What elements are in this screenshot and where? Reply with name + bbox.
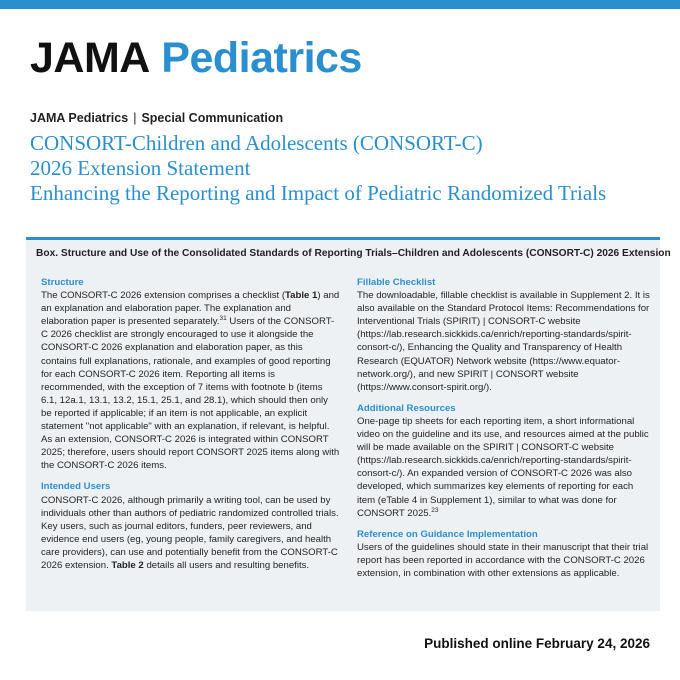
resources-text: One-page tip sheets for each reporting item, a short informational video on the guideline and its use, and resources aimed at the public will be made available on the SPIRIT | CONSORT-C website (https://lab.research.sickkids.ca/enrich/reporting-standards/spirit-consort-c/). An expanded version of CONSORT-C 2026 was also developed, which summarizes key elements of reporting for each item (eTable 4 in Supplement 1), similar to what was done for CONSORT 2025. [357, 415, 649, 519]
section-body-guidance-implementation: Users of the guidelines should state in their manuscript that their trial report has been reported in accordance with the CONSORT-C 2026 extension, in combination with other extensions as applicable. [357, 541, 649, 579]
article-kicker [30, 111, 283, 125]
section-heading-additional-resources: Additional Resources [357, 402, 456, 414]
users-text-a: CONSORT-C 2026, although primarily a writing tool, can be used by individuals other than authors of pediatric randomized controlled trials. Key users, such as journal editors, funders, peer reviewers, and evidence end users (eg, young people, family caregivers, and health care providers), can use and potentially benefit from the CONSORT-C 2026 extension. [41, 494, 339, 571]
structure-text-c: Users of the CONSORT-C 2026 checklist are strongly encouraged to use it alongside the CONSORT-C 2026 explanation and elaboration paper, as this contains full explanations, rationale, and examples of good reporting for each CONSORT-C 2026 item. Reporting all items is recommended, with the exception of 7 items with footnote b (items 6.1, 12a.1, 13.1, 13.2, 15.1, 25.1, and 28.1), which should then only be reported if applicable; if an item is not applicable, an explicit statement "not applicable" with an explanation, if relevant, is helpful. As an extension, CONSORT-C 2026 is integrated within CONSORT 2025; therefore, users should report CONSORT 2025 items along with the CONSORT-C 2026 items. [41, 316, 340, 472]
section-heading-intended-users: Intended Users [41, 481, 111, 493]
masthead-pediatrics: Pediatrics [161, 34, 362, 82]
section-heading-fillable-checklist: Fillable Checklist [357, 277, 436, 288]
section-body-intended-users [41, 494, 341, 573]
users-text-b: details all users and resulting benefits. [143, 559, 310, 571]
box-title: Box. Structure and Use of the Consolidated Standards of Reporting Trials–Children and Adolescents (CONSORT-C) 2026 Extension [36, 248, 671, 259]
box-right-column [357, 276, 653, 588]
top-accent-bar [0, 0, 680, 9]
title-line-2: 2026 Extension Statement [30, 156, 251, 180]
section-heading-structure: Structure [41, 277, 84, 288]
table2-ref: Table 2 [111, 559, 144, 571]
section-heading-guidance-implementation: Reference on Guidance Implementation [357, 528, 538, 540]
box-left-column [41, 276, 341, 580]
citation-31: 31 [219, 315, 227, 323]
section-body-structure [41, 289, 341, 472]
structure-box [26, 237, 671, 611]
structure-text-a: The CONSORT-C 2026 extension comprises a checklist ( [41, 290, 286, 302]
structure-text-b: ) and an explanation and elaboration paper. The explanation and elaboration paper is presented separately. [41, 290, 340, 328]
section-body-additional-resources [357, 415, 653, 520]
article-title [30, 131, 670, 206]
kicker-article-type: Special Communication [141, 111, 284, 125]
citation-23: 23 [431, 506, 439, 514]
section-body-fillable-checklist: The downloadable, fillable checklist is available in Supplement 2. It is also available on the Standard Protocol Items: Recommendations for Interventional Trials (SPIRIT) | CONSORT-C website (https://lab.research.sickkids.ca/enrich/reporting-standards/spirit-consort-c/), Enhancing the Quality and Transparency of Health Research (EQUATOR) Network website (https://www.equator-network.org/), and new SPIRIT | CONSORT website (https://www.consort-spirit.org/). [357, 290, 650, 393]
published-date: Published online February 24, 2026 [424, 636, 650, 651]
title-line-1: CONSORT-Children and Adolescents (CONSORT-C) [30, 131, 483, 155]
masthead-jama: JAMA [30, 34, 150, 82]
kicker-separator: | [133, 111, 137, 125]
kicker-journal: JAMA Pediatrics [30, 111, 129, 125]
table1-ref: Table 1 [285, 290, 318, 302]
article-subtitle: Enhancing the Reporting and Impact of Pediatric Randomized Trials [30, 181, 607, 205]
journal-masthead [30, 33, 362, 83]
